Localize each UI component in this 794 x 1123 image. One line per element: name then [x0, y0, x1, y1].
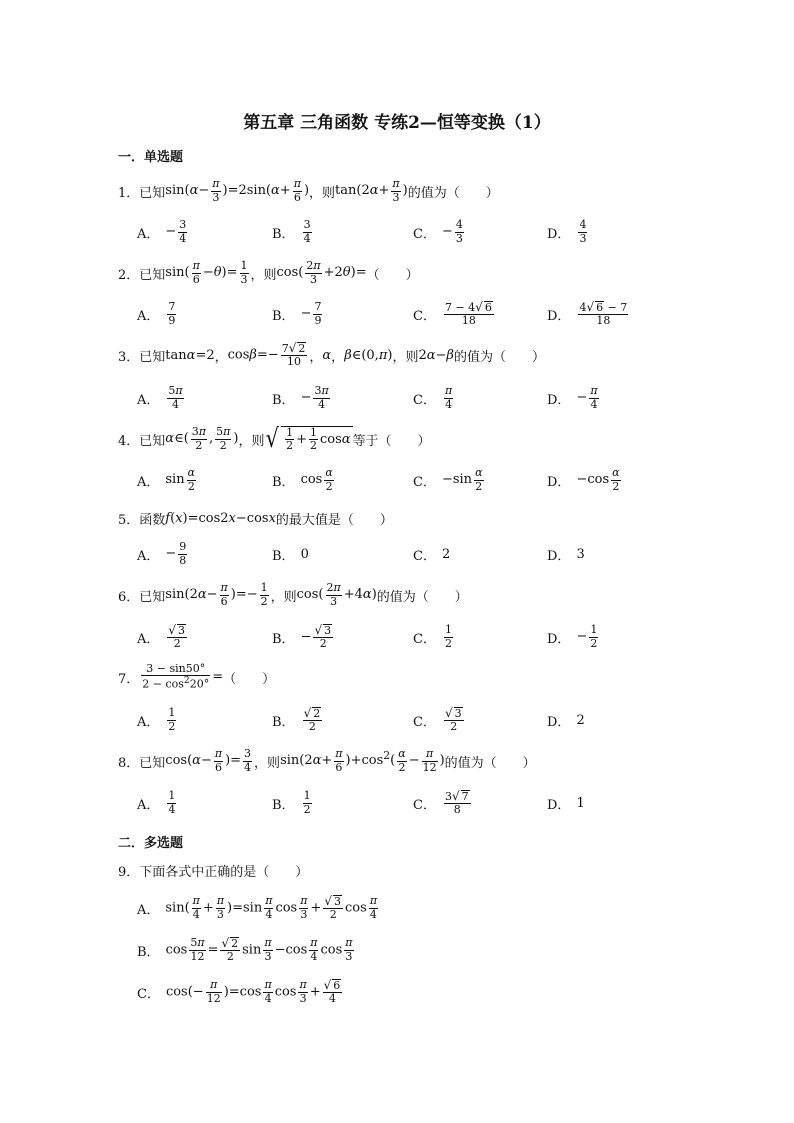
option-a[interactable]: A． $\frac{1}{2}$ — [137, 706, 176, 733]
math-expression: sin(α− $\frac{\pi}{3}$ )=2sin(α+ $\frac{\pi}{6}$ ) — [165, 177, 310, 204]
math-expression: f(x)=cos2x−cosx — [165, 510, 276, 526]
option-d[interactable]: D． 3 — [547, 546, 585, 564]
option-b[interactable]: B． − $\frac{3\pi}{4}$ — [272, 384, 329, 411]
question-1: 1． 已知 sin(α− $\frac{\pi}{3}$ )=2sin(α+ $\frac{\pi}{6}$ ) ，则 tan(2α+ $\frac{\pi}{3}$ ) 的值为（ ） — [118, 177, 499, 204]
options-q1 — [137, 214, 697, 250]
question-6: 6． 已知 sin(2α− $\frac{\pi}{6}$ )=− $\frac{1}{2}$ ，则 cos( $\frac{2\pi}{3}$ +4α) 的值为（ ） — [118, 581, 468, 608]
option-b[interactable]: B． cos $\frac{5\pi}{12}$ = $\frac{√ 2}{2}$ sin $\frac{\pi}{3}$ −cos $\frac{\pi}{4}$ cos $\frac{\pi}{3}$ — [137, 932, 356, 968]
option-b[interactable]: B． 0 — [272, 546, 309, 564]
options-q4 — [137, 462, 697, 498]
option-d[interactable]: D． 1 — [547, 795, 585, 813]
option-c[interactable]: C． $\frac{7 - 4√ 6}{18}$ — [413, 299, 492, 328]
option-c[interactable]: C． −sin $\frac{\alpha}{2}$ — [413, 466, 483, 493]
section-single-choice: 一．单选题 — [118, 150, 184, 165]
question-8: 8． 已知 cos(α− $\frac{\pi}{6}$ )= $\frac{3}{4}$ ，则 sin(2α+ $\frac{\pi}{6}$ )$+\cos^2$( $\frac{\alpha}{2}$ − $\frac{\pi}{12}$ ) 的值为（ ） — [118, 747, 536, 774]
option-a[interactable]: A． sin( $\frac{\pi}{4}$ + $\frac{\pi}{3}$ )=sin $\frac{\pi}{4}$ cos $\frac{\pi}{3}$ + $\frac{√ 3}{2}$ cos $\frac{\pi}{4}$ — [137, 890, 380, 926]
question-2: 2． 已知 sin( $\frac{\pi}{6}$ −θ)= $\frac{1}{3}$ ，则 cos( $\frac{2\pi}{3}$ +2θ)= （ ） — [118, 259, 419, 286]
option-c[interactable]: C． cos(− $\frac{\pi}{12}$ )=cos $\frac{\pi}{4}$ cos $\frac{\pi}{3}$ + $\frac{√ 6}{4}$ — [137, 974, 344, 1010]
option-d[interactable]: D． −cos $\frac{\alpha}{2}$ — [547, 466, 620, 493]
option-c[interactable]: C． $\frac{1}{2}$ — [413, 623, 452, 650]
math-expression: α — [322, 347, 332, 363]
math-expression: cosβ=− $\frac{7√ 2}{10}$ — [227, 340, 306, 369]
option-c[interactable]: C． $\frac{3√ 7}{8}$ — [413, 788, 469, 817]
options-q7 — [137, 702, 697, 738]
question-5: 5． 函数 f(x)=cos2x−cosx 的最大值是（ ） — [118, 510, 393, 528]
question-7: 7． $\frac{3 - \sin 50^\circ}{2 - \cos^220^\circ}$ = （ ） — [118, 662, 276, 691]
option-c[interactable]: C． − $\frac{4}{3}$ — [413, 218, 463, 245]
option-b[interactable]: B． $\frac{3}{4}$ — [272, 218, 311, 245]
math-expression: √ $\frac{1}{2}$ + $\frac{1}{2}$ cos α — [266, 424, 351, 454]
options-q8 — [137, 785, 697, 821]
math-expression: sin(2α− $\frac{\pi}{6}$ )=− $\frac{1}{2}$ — [165, 581, 268, 608]
option-a[interactable]: A． − $\frac{9}{8}$ — [137, 540, 187, 567]
math-expression: tanα=2 — [165, 347, 215, 363]
math-expression: cos $\frac{5\pi}{12}$ = $\frac{√ 2}{2}$ sin $\frac{\pi}{3}$ −cos $\frac{\pi}{4}$ cos $\frac{\pi}{3}$ — [165, 935, 353, 964]
options-q3 — [137, 380, 697, 416]
option-d[interactable]: D． $\frac{4√ 6 - 7}{18}$ — [547, 299, 628, 328]
math-expression: α∈( $\frac{3\pi}{2}$ , $\frac{5\pi}{2}$ ) — [165, 425, 239, 452]
option-d[interactable]: D． 2 — [547, 712, 585, 730]
option-d[interactable]: D． $\frac{4}{3}$ — [547, 218, 587, 245]
option-b[interactable]: B． cos $\frac{\alpha}{2}$ — [272, 466, 333, 493]
option-b[interactable]: B． − $\frac{√ 3}{2}$ — [272, 622, 332, 651]
math-expression: cos(α− $\frac{\pi}{6}$ )= $\frac{3}{4}$ — [165, 747, 252, 774]
option-c[interactable]: C． 2 — [413, 546, 451, 564]
section-multiple-choice: 二．多选题 — [118, 836, 184, 851]
option-a[interactable]: A． $\frac{1}{4}$ — [137, 789, 176, 816]
math-expression: cos(− $\frac{\pi}{12}$ )=cos $\frac{\pi}{4}$ cos $\frac{\pi}{3}$ + $\frac{√ 6}{4}$ — [165, 977, 341, 1006]
option-b[interactable]: B． $\frac{√ 2}{2}$ — [272, 705, 321, 734]
option-d[interactable]: D． − $\frac{\pi}{4}$ — [547, 384, 598, 411]
math-expression: 2α−β — [418, 347, 454, 363]
question-4: 4． 已知 α∈( $\frac{3\pi}{2}$ , $\frac{5\pi}{2}$ ) ，则 √ $\frac{1}{2}$ + $\frac{1}{2}$ cos α 等于（ ） — [118, 424, 431, 454]
math-expression: cos( $\frac{2\pi}{3}$ +2θ)= — [276, 259, 367, 286]
options-q5 — [137, 536, 697, 572]
option-b[interactable]: B． − $\frac{7}{9}$ — [272, 300, 322, 327]
options-q2 — [137, 296, 697, 332]
math-expression: sin( $\frac{\pi}{6}$ −θ)= $\frac{1}{3}$ — [165, 259, 248, 286]
option-d[interactable]: D． − $\frac{1}{2}$ — [547, 623, 598, 650]
option-a[interactable]: A． $\frac{7}{9}$ — [137, 300, 176, 327]
option-a[interactable]: A． − $\frac{3}{4}$ — [137, 218, 187, 245]
math-expression: $\frac{3 - \sin 50^\circ}{2 - \cos^220^\circ}$ = — [142, 662, 224, 691]
option-c[interactable]: C． $\frac{√ 3}{2}$ — [413, 705, 462, 734]
math-expression: β∈(0,π) — [344, 347, 393, 363]
page-title: 第五章 三角函数 专练2—恒等变换（1） — [243, 113, 551, 133]
option-a[interactable]: A． sin $\frac{\alpha}{2}$ — [137, 466, 196, 493]
math-expression: tan(2α+ $\frac{\pi}{3}$ ) — [335, 177, 408, 204]
option-c[interactable]: C． $\frac{\pi}{4}$ — [413, 384, 453, 411]
option-a[interactable]: A． $\frac{5\pi}{4}$ — [137, 384, 183, 411]
option-b[interactable]: B． $\frac{1}{2}$ — [272, 789, 311, 816]
question-3: 3． 已知 tanα=2 ， cosβ=− $\frac{7√ 2}{10}$ ， α ， β∈(0,π) ，则 2α−β 的值为（ ） — [118, 340, 545, 369]
math-expression: sin( $\frac{\pi}{4}$ + $\frac{\pi}{3}$ )=sin $\frac{\pi}{4}$ cos $\frac{\pi}{3}$ + $\frac{√ 3}{2}$ cos $\frac{\pi}{4}$ — [165, 893, 378, 922]
options-q6 — [137, 619, 697, 655]
question-9: 9． 下面各式中正确的是（ ） — [118, 864, 309, 880]
math-expression: sin(2α+ $\frac{\pi}{6}$ )$+\cos^2$( $\frac{\alpha}{2}$ − $\frac{\pi}{12}$ ) — [280, 747, 445, 774]
option-a[interactable]: A． $\frac{√ 3}{2}$ — [137, 622, 186, 651]
math-expression: cos( $\frac{2\pi}{3}$ +4α) — [296, 581, 377, 608]
